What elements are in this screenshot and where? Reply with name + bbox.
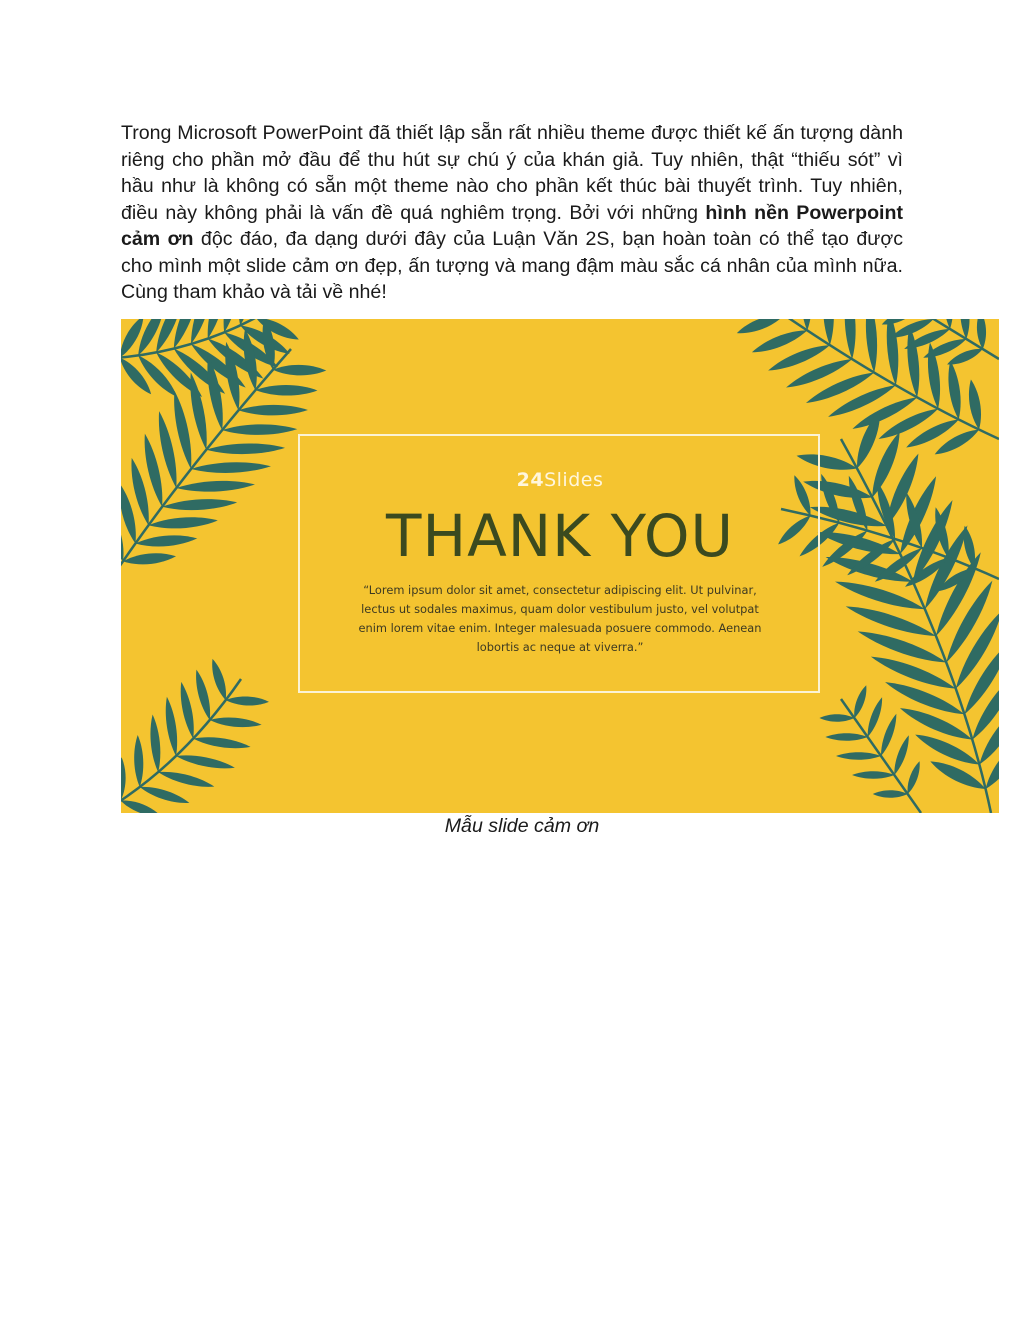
slide-brand-logo <box>121 469 999 491</box>
thank-you-slide-image <box>121 319 999 813</box>
image-caption: Mẫu slide cảm ơn <box>444 815 600 837</box>
brand-number: 24 <box>516 469 545 491</box>
palm-frond <box>121 657 269 813</box>
brand-word: Slides <box>544 469 604 491</box>
slide-quote: “Lorem ipsum dolor sit amet, consectetur adipiscing elit. Ut pulvinar, lectus ut sodales maximus, quam dolor vestibulum justo, vel volutpat enim lorem vitae enim. Integer malesuada posuere commodo. Aenean lobortis ac neque at viverra.” <box>358 583 762 654</box>
intro-text-start: Trong Microsoft PowerPoint đã thiết lập sẵn rất nhiều theme được thiết kế ấn tượng dành riêng cho phần mở đầu để thu hút sự chú ý của khán giả. Tuy nhiên, thật “thiếu sót” vì hầu như là không có sẵn một theme nào cho phần kết thúc bài thuyết trình. Tuy nhiên, điều này không phải là vấn đề quá nghiêm trọng. Bởi với những <box>121 122 903 224</box>
intro-text-end: độc đáo, đa dạng dưới đây của Luận Văn 2S, bạn hoàn toàn có thể tạo được cho mình một slide cảm ơn đẹp, ấn tượng và mang đậm màu sắc cá nhân của mình nữa. Cùng tham khảo và tải về nhé! <box>121 228 903 303</box>
palm-frond <box>819 684 923 813</box>
intro-paragraph <box>121 120 903 306</box>
slide-headline: THANK YOU <box>386 502 734 570</box>
intro-bold-keyword: hình nền Powerpoint cảm ơn <box>121 201 903 250</box>
